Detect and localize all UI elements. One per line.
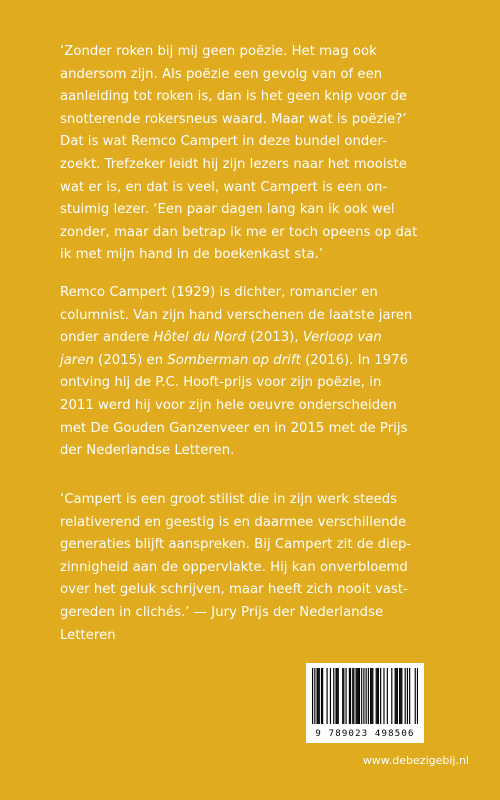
barcode-bar [342, 668, 343, 724]
barcode-bar [396, 668, 397, 724]
bio-text: (2015) en [93, 352, 168, 368]
barcode-bar [316, 668, 317, 724]
barcode-bar [405, 668, 406, 724]
blurb-line: wat er is, en dat is veel, want Campert is een on- [60, 179, 388, 195]
bio-line: 2011 werd hij voor zijn hele oeuvre onderscheiden [60, 397, 397, 413]
bio-text: (2013), [245, 330, 303, 346]
bio-line [60, 350, 470, 373]
blurb-line: Dat is wat Remco Campert in deze bundel onder- [60, 134, 387, 150]
jury-line: zinnigheid aan de oppervlakte. Hij kan onverbloemd [60, 559, 408, 575]
barcode-bar [353, 668, 354, 724]
blurb-line: ik met mijn hand in de boekenkast sta.’ [60, 247, 324, 263]
blurb-line: andersom zijn. Als poëzie een gevolg van of een [60, 66, 383, 82]
bio-line: ontving hij de P.C. Hooft-prijs voor zijn poëzie, in [60, 375, 382, 391]
author-bio-paragraph [60, 282, 470, 463]
barcode-bar [350, 668, 351, 724]
jury-line: relativerend en geestig is en daarmee verschillende [60, 514, 407, 530]
bio-line [60, 327, 470, 350]
bio-line: der Nederlandse Letteren. [60, 443, 235, 459]
blurb-line: zoekt. Trefzeker leidt hij zijn lezers naar het mooiste [60, 156, 407, 172]
barcode-bar [366, 668, 367, 724]
barcode-bar [371, 668, 372, 724]
blurb-line: stuimig lezer. ‘Een paar dagen lang kan ik ook wel [60, 202, 395, 218]
barcode-bar [356, 668, 357, 724]
book-title-hotel-du-nord: Hôtel du Nord [153, 330, 246, 346]
barcode-bar [343, 668, 344, 724]
book-title-somberman-op-drift: Somberman op drift [167, 352, 301, 368]
barcode-bar [322, 668, 323, 724]
barcode-bar [415, 668, 416, 724]
barcode-bar [395, 668, 396, 724]
barcode-bar [318, 668, 319, 724]
barcode-bar [380, 668, 381, 724]
book-title-verloop-van-jaren: Verloop van [302, 330, 382, 346]
barcode-bar [321, 668, 322, 724]
bio-line: met De Gouden Ganzenveer en in 2015 met de Prijs [60, 420, 408, 436]
blurb-paragraph [60, 41, 470, 267]
barcode-bar [335, 668, 336, 724]
publisher-website: www.debezigebij.nl [362, 754, 469, 767]
barcode-bar [363, 668, 364, 724]
barcode-bar [407, 668, 408, 724]
jury-quote-paragraph [60, 489, 470, 647]
blurb-line: zonder, maar dan betrap ik me er toch opeens op dat [60, 224, 418, 240]
jury-line: generaties blijft aanspreken. Bij Campert zit de diep- [60, 537, 412, 553]
barcode-bar [338, 668, 339, 724]
barcode-bar [345, 668, 346, 724]
barcode-bar [399, 668, 400, 724]
jury-line: gereden in clichés.’ — Jury Prijs der Nederlandse [60, 604, 384, 620]
barcode-bar [401, 668, 402, 724]
barcode-bar [333, 668, 334, 724]
jury-line: over het geluk schrijven, maar heeft zich nooit vast- [60, 582, 408, 598]
barcode-bar [349, 668, 350, 724]
barcode-bar [376, 668, 377, 724]
bio-text: (2016). In 1976 [300, 352, 409, 368]
barcode-bar [378, 668, 379, 724]
jury-line: Letteren [60, 627, 116, 643]
barcode-bar [391, 668, 392, 724]
blurb-line: ‘Zonder roken bij mij geen poëzie. Het mag ook [60, 44, 377, 59]
barcode-bar [377, 668, 378, 724]
barcode-bar [330, 668, 331, 724]
barcode-bar [372, 668, 373, 724]
barcode-bar [397, 668, 398, 724]
barcode-bar [409, 668, 410, 724]
barcode-bar [352, 668, 353, 724]
barcode-bar [417, 668, 418, 724]
barcode-bar [357, 668, 358, 724]
bio-line: Remco Campert (1929) is dichter, romancier en [60, 285, 378, 300]
barcode-bar [327, 668, 328, 724]
barcode-bar [319, 668, 320, 724]
barcode-bar [358, 668, 359, 724]
barcode-bar [383, 668, 384, 724]
isbn-number: 9 789023 498506 [315, 729, 415, 739]
barcode-bar [359, 668, 360, 724]
barcode-bar [400, 668, 401, 724]
book-title-verloop-van-jaren: jaren [60, 352, 94, 368]
barcode-bar [387, 668, 388, 724]
barcode-bars [312, 668, 418, 724]
blurb-line: aanleiding tot roken is, dan is het geen knip voor de [60, 89, 408, 105]
barcode-bar [370, 668, 371, 724]
barcode-bar [368, 668, 369, 724]
blurb-line: snotterende rokersneus waard. Maar wat is poëzie?’ [60, 111, 407, 127]
barcode-bar [312, 668, 313, 724]
isbn-barcode [306, 663, 424, 743]
barcode-bar [361, 668, 362, 724]
bio-line: columnist. Van zijn hand verschenen de laatste jaren [60, 307, 413, 323]
barcode-bar [314, 668, 315, 724]
bio-text: onder andere [60, 330, 154, 346]
jury-line: ‘Campert is een groot stilist die in zijn werk steeds [60, 492, 398, 507]
barcode-bar [337, 668, 338, 724]
